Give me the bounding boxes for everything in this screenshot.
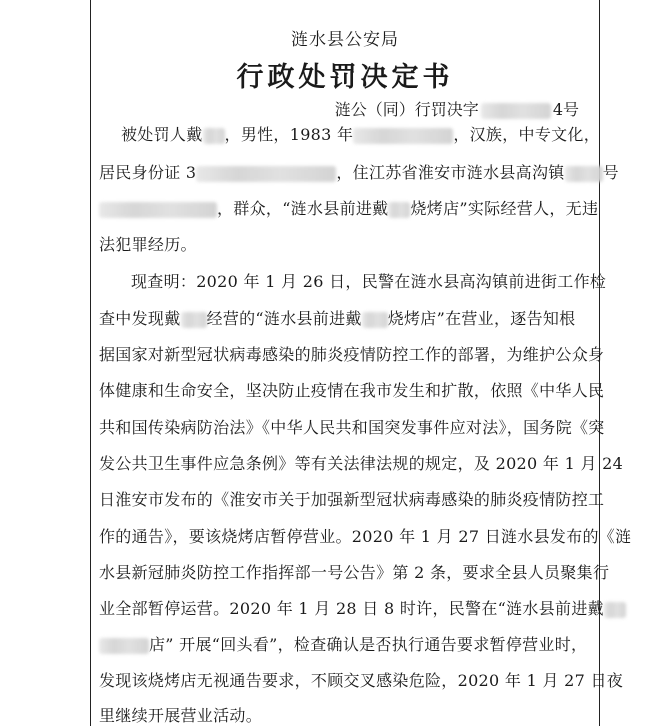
issuing-agency: 涟水县公安局 [291, 30, 399, 50]
redaction-blur [99, 202, 217, 218]
text-line: 查中发现戴 经营的“涟水县前进戴 烧烤店”在营业，逐告知根 [99, 309, 576, 328]
document-number [335, 97, 579, 120]
text-line: 据国家对新型冠状病毒感染的肺炎疫情防控工作的部署，为维护公众身 [99, 345, 605, 364]
text-line: 法犯罪经历。 [99, 235, 197, 254]
text-line: 店” 开展“回头看”，检查确认是否执行通告要求暂停营业时， [99, 634, 587, 656]
redaction-blur [604, 602, 626, 618]
text-line: ，群众，“涟水县前进戴 烧烤店”实际经营人，无违 [99, 198, 598, 220]
doc-number-prefix: 涟公（同）行罚决字 [334, 100, 479, 119]
redaction-blur [181, 312, 207, 328]
text-line: 水县新冠肺炎防控工作指挥部一号公告》第 2 条，要求全县人员聚集行 [99, 563, 610, 582]
doc-number-suffix: 4号 [552, 100, 579, 119]
redaction-blur [353, 128, 453, 144]
redaction-blur [203, 128, 225, 144]
text-line: 作的通告》，要该烧烤店暂停营业。2020 年 1 月 27 日涟水县发布的《涟 [99, 527, 632, 546]
text-line: 居民身份证 3 ，住江苏省淮安市涟水县高沟镇 号 [99, 163, 619, 182]
text-line: 共和国传染病防治法》《中华人民共和国突发事件应对法》，国务院《突 [99, 418, 605, 437]
text-line: 被处罚人戴 ，男性，1983 年 ，汉族，中专文化， [121, 125, 601, 144]
document-frame [90, 0, 632, 726]
text-line: 发公共卫生事件应急条例》等有关法律法规的规定，及 2020 年 1 月 24 [99, 454, 624, 473]
document-title: 行政处罚决定书 [236, 62, 454, 93]
text-line: 现查明：2020 年 1 月 26 日，民警在涟水县高沟镇前进街工作检 [131, 272, 607, 291]
text-line: 业全部暂停运营。2020 年 1 月 28 日 8 时许，民警在“涟水县前进戴 [99, 598, 626, 620]
redaction-blur [565, 166, 603, 182]
redaction-blur [196, 166, 336, 182]
redaction-blur [481, 103, 551, 119]
text-line: 发现该烧烤店无视通告要求，不顾交叉感染危险，2020 年 1 月 27 日夜 [99, 671, 624, 690]
text-line: 里继续开展营业活动。 [99, 706, 263, 725]
redaction-blur [362, 312, 388, 328]
text-line: 体健康和生命安全，坚决防止疫情在我市发生和扩散，依照《中华人民 [99, 381, 605, 400]
redaction-blur [99, 638, 149, 654]
text-line: 日淮安市发布的《淮安市关于加强新型冠状病毒感染的肺炎疫情防控工 [99, 490, 605, 509]
redaction-blur [388, 202, 410, 218]
